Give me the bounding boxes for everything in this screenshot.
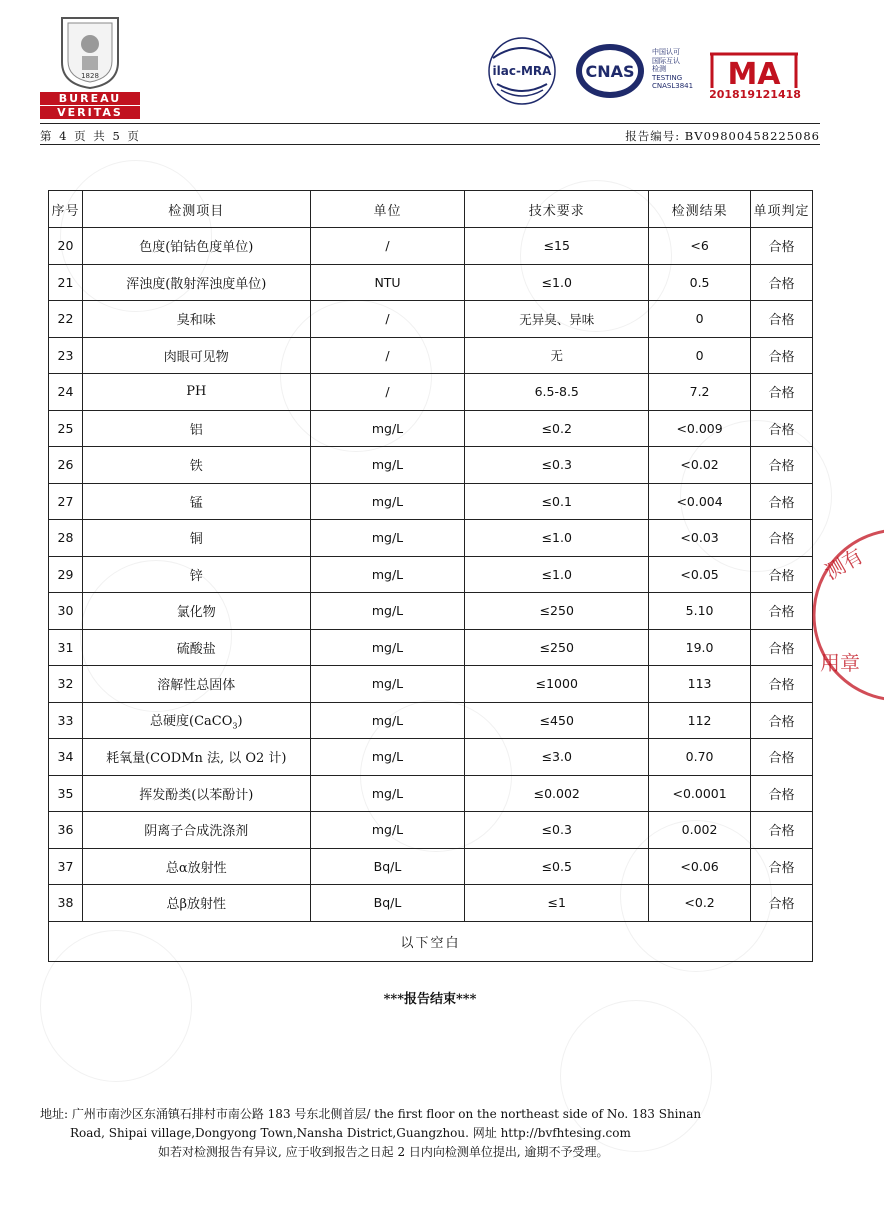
row-unit: Bq/L (310, 848, 465, 885)
table-row (49, 812, 813, 849)
header-unit: 单位 (310, 191, 465, 228)
row-result: 0 (649, 301, 751, 338)
row-result: 19.0 (649, 629, 751, 666)
row-item: 总β放射性 (82, 885, 310, 922)
row-item: 锌 (82, 556, 310, 593)
header-rule-bottom (40, 144, 820, 145)
header-rule-top (40, 123, 820, 124)
row-number: 28 (49, 520, 83, 557)
row-result: 0.5 (649, 264, 751, 301)
table-row (49, 848, 813, 885)
row-result: <0.009 (649, 410, 751, 447)
row-number: 21 (49, 264, 83, 301)
row-unit: mg/L (310, 739, 465, 776)
row-item: 色度(铂钴色度单位) (82, 228, 310, 265)
row-number: 25 (49, 410, 83, 447)
row-item: 溶解性总固体 (82, 666, 310, 703)
row-unit: mg/L (310, 556, 465, 593)
row-verdict: 合格 (751, 848, 813, 885)
row-verdict: 合格 (751, 702, 813, 739)
row-verdict: 合格 (751, 556, 813, 593)
end-of-report: ***报告结束*** (383, 992, 477, 1007)
row-result: <0.05 (649, 556, 751, 593)
table-row (49, 483, 813, 520)
table-row (49, 228, 813, 265)
table-body (49, 228, 813, 922)
row-item: 硫酸盐 (82, 629, 310, 666)
row-verdict: 合格 (751, 629, 813, 666)
row-result: <0.06 (649, 848, 751, 885)
row-result: 0.70 (649, 739, 751, 776)
table-row (49, 593, 813, 630)
row-number: 29 (49, 556, 83, 593)
row-verdict: 合格 (751, 228, 813, 265)
page-info: 第 4 页 共 5 页 (40, 129, 141, 143)
row-verdict: 合格 (751, 374, 813, 411)
report-header (0, 0, 860, 125)
row-number: 26 (49, 447, 83, 484)
row-requirement: ≤1.0 (465, 264, 649, 301)
table-header-row (49, 191, 813, 228)
row-unit: mg/L (310, 666, 465, 703)
row-unit: / (310, 228, 465, 265)
row-requirement: ≤3.0 (465, 739, 649, 776)
row-number: 34 (49, 739, 83, 776)
cma-number: 201819121418 (709, 88, 801, 101)
header-requirement: 技术要求 (465, 191, 649, 228)
bv-seal-icon (54, 14, 126, 90)
table-row (49, 885, 813, 922)
row-unit: mg/L (310, 483, 465, 520)
header-item: 检测项目 (82, 191, 310, 228)
row-verdict: 合格 (751, 812, 813, 849)
table-row (49, 739, 813, 776)
row-requirement: ≤0.2 (465, 410, 649, 447)
row-item-subscript: 3 (232, 721, 238, 731)
row-requirement: ≤0.5 (465, 848, 649, 885)
row-number: 36 (49, 812, 83, 849)
row-unit: / (310, 301, 465, 338)
row-result: <0.0001 (649, 775, 751, 812)
row-verdict: 合格 (751, 264, 813, 301)
table-row (49, 775, 813, 812)
row-number: 22 (49, 301, 83, 338)
row-requirement: ≤1.0 (465, 556, 649, 593)
row-verdict: 合格 (751, 447, 813, 484)
row-requirement: ≤0.3 (465, 812, 649, 849)
row-number: 37 (49, 848, 83, 885)
row-item: 铜 (82, 520, 310, 557)
blank-note-row (49, 921, 813, 961)
row-requirement: ≤450 (465, 702, 649, 739)
row-number: 35 (49, 775, 83, 812)
row-unit: / (310, 337, 465, 374)
table-row (49, 337, 813, 374)
row-item: 肉眼可见物 (82, 337, 310, 374)
footer-disclaimer: 如若对检测报告有异议, 应于收到报告之日起 2 日内向检测单位提出, 逾期不予受理。 (158, 1145, 609, 1159)
cnas-caption-line: 国际互认 (652, 56, 680, 65)
row-verdict: 合格 (751, 410, 813, 447)
svg-text:用章: 用章 (820, 651, 860, 675)
table-row (49, 666, 813, 703)
row-result: 0.002 (649, 812, 751, 849)
row-unit: mg/L (310, 410, 465, 447)
row-unit: / (310, 374, 465, 411)
ilac-mra-logo-icon (483, 36, 561, 106)
row-result: 7.2 (649, 374, 751, 411)
row-verdict: 合格 (751, 775, 813, 812)
row-requirement: 无 (465, 337, 649, 374)
table-row (49, 702, 813, 739)
row-requirement: ≤1.0 (465, 520, 649, 557)
row-item-tail: ) (237, 713, 243, 729)
row-verdict: 合格 (751, 666, 813, 703)
test-results-table (48, 190, 813, 962)
header-verdict: 单项判定 (751, 191, 813, 228)
row-result: 112 (649, 702, 751, 739)
table-row (49, 301, 813, 338)
table-row (49, 447, 813, 484)
row-result: 113 (649, 666, 751, 703)
row-item: 铁 (82, 447, 310, 484)
cnas-caption (652, 48, 704, 91)
row-result: <0.004 (649, 483, 751, 520)
row-result: <6 (649, 228, 751, 265)
row-verdict: 合格 (751, 593, 813, 630)
row-result: 5.10 (649, 593, 751, 630)
header-result: 检测结果 (649, 191, 751, 228)
row-item (82, 702, 310, 739)
row-result: <0.03 (649, 520, 751, 557)
report-number: 报告编号: BV09800458225086 (625, 129, 820, 143)
row-requirement: ≤0.002 (465, 775, 649, 812)
row-result: <0.02 (649, 447, 751, 484)
row-number: 30 (49, 593, 83, 630)
row-number: 31 (49, 629, 83, 666)
row-number: 27 (49, 483, 83, 520)
row-requirement: ≤0.3 (465, 447, 649, 484)
cnas-text: CNAS (585, 62, 635, 81)
row-requirement: ≤0.1 (465, 483, 649, 520)
row-item: 耗氧量(CODMn 法, 以 O2 计) (82, 739, 310, 776)
row-requirement: ≤1000 (465, 666, 649, 703)
bv-seal-year: 1828 (81, 72, 99, 80)
row-unit: mg/L (310, 520, 465, 557)
row-item: 浑浊度(散射浑浊度单位) (82, 264, 310, 301)
row-item-text: 总硬度(CaCO (150, 713, 233, 729)
row-number: 32 (49, 666, 83, 703)
row-requirement: ≤250 (465, 629, 649, 666)
cnas-caption-line: CNASL3841 (652, 82, 694, 90)
bv-bar-top: BUREAU (40, 92, 140, 105)
table-row (49, 410, 813, 447)
row-item: 阴离子合成洗涤剂 (82, 812, 310, 849)
row-requirement: 无异臭、异味 (465, 301, 649, 338)
row-unit: mg/L (310, 629, 465, 666)
bv-bar-bottom: VERITAS (40, 106, 140, 119)
svg-text:测有: 测有 (820, 543, 868, 585)
row-verdict: 合格 (751, 301, 813, 338)
row-item: 臭和味 (82, 301, 310, 338)
row-unit: Bq/L (310, 885, 465, 922)
bureau-veritas-logo (40, 14, 140, 118)
blank-note: 以下空白 (49, 921, 813, 961)
row-unit: mg/L (310, 812, 465, 849)
cnas-caption-line: 中国认可 (652, 48, 680, 56)
header-no: 序号 (49, 191, 83, 228)
ilac-text: ilac-MRA (492, 64, 552, 78)
cnas-logo-icon (574, 42, 646, 100)
row-requirement: ≤15 (465, 228, 649, 265)
row-number: 24 (49, 374, 83, 411)
row-requirement: ≤250 (465, 593, 649, 630)
row-verdict: 合格 (751, 483, 813, 520)
row-number: 33 (49, 702, 83, 739)
cnas-caption-line: 检测 (652, 65, 666, 73)
row-unit: mg/L (310, 775, 465, 812)
table-row (49, 374, 813, 411)
footer-address-line2: Road, Shipai village,Dongyong Town,Nansha District,Guangzhou. 网址 http://bvfhtesing.com (70, 1126, 631, 1140)
row-requirement: 6.5-8.5 (465, 374, 649, 411)
table-row (49, 264, 813, 301)
table-row (49, 629, 813, 666)
row-item: 总α放射性 (82, 848, 310, 885)
row-item: 锰 (82, 483, 310, 520)
cnas-caption-line: TESTING (652, 73, 683, 82)
footer-address-line1: 地址: 广州市南沙区东涌镇石排村市南公路 183 号东北侧首层/ the first floor on the northeast side of No. 183 Shinan (40, 1107, 702, 1121)
row-number: 23 (49, 337, 83, 374)
row-item: 挥发酚类(以苯酚计) (82, 775, 310, 812)
row-verdict: 合格 (751, 885, 813, 922)
row-number: 20 (49, 228, 83, 265)
table-row (49, 520, 813, 557)
table-row (49, 556, 813, 593)
row-item: PH (82, 374, 310, 411)
row-verdict: 合格 (751, 520, 813, 557)
row-number: 38 (49, 885, 83, 922)
row-item: 铝 (82, 410, 310, 447)
cma-text: MA (727, 57, 781, 92)
row-result: <0.2 (649, 885, 751, 922)
row-verdict: 合格 (751, 337, 813, 374)
row-item: 氯化物 (82, 593, 310, 630)
row-unit: NTU (310, 264, 465, 301)
row-result: 0 (649, 337, 751, 374)
row-unit: mg/L (310, 447, 465, 484)
row-requirement: ≤1 (465, 885, 649, 922)
row-verdict: 合格 (751, 739, 813, 776)
official-stamp-icon (804, 520, 884, 710)
row-unit: mg/L (310, 702, 465, 739)
row-unit: mg/L (310, 593, 465, 630)
